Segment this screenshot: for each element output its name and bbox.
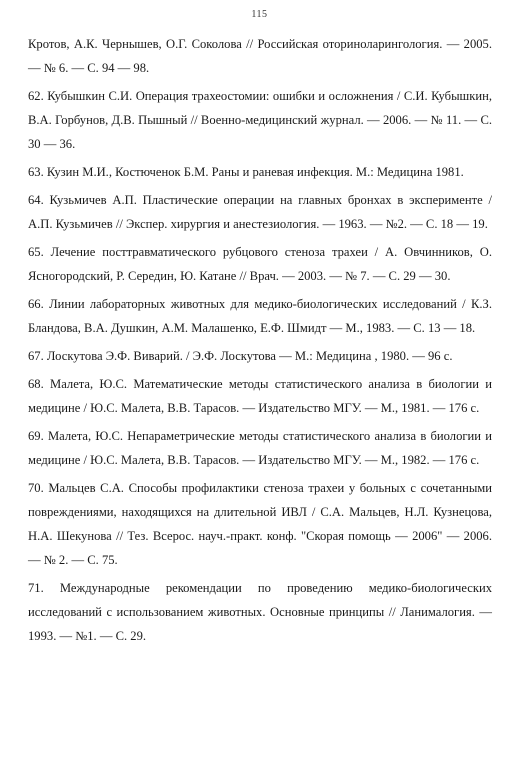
reference-item: 68. Малета, Ю.С. Математические методы статистического анализа в биологии и медицине / Ю.С. Малета, В.В. Тарасов. — Издательство МГУ. — М., 1981. — 176 с. bbox=[28, 377, 492, 415]
reference-item: Кротов, А.К. Чернышев, О.Г. Соколова // Российская оториноларингология. — 2005. — № 6. — С. 94 — 98. bbox=[28, 37, 492, 75]
reference-item: 65. Лечение посттравматического рубцового стеноза трахеи / А. Овчинников, О. Ясногородский, Р. Середин, Ю. Катане // Врач. — 2003. — № 7. — С. 29 — 30. bbox=[28, 245, 492, 283]
reference-item: 63. Кузин М.И., Костюченок Б.М. Раны и раневая инфекция. М.: Медицина 1981. bbox=[28, 165, 464, 179]
page-number: 115 bbox=[251, 9, 268, 20]
reference-item: 62. Кубышкин С.И. Операция трахеостомии: ошибки и осложнения / С.И. Кубышкин, В.А. Горбунов, Д.В. Пышный // Военно-медицинский журнал. — 2006. — № 11. — С. 30 — 36. bbox=[28, 89, 492, 151]
reference-item: 69. Малета, Ю.С. Непараметрические методы статистического анализа в биологии и медицине / Ю.С. Малета, В.В. Тарасов. — Издательство МГУ. — М., 1982. — 176 с. bbox=[28, 429, 492, 467]
reference-item: 64. Кузьмичев А.П. Пластические операции на главных бронхах в эксперименте / А.П. Кузьмичев // Экспер. хирургия и анестезиология. — 1963. — №2. — С. 18 — 19. bbox=[28, 193, 492, 231]
reference-item: 70. Мальцев С.А. Способы профилактики стеноза трахеи у больных с сочетанными повреждениями, находящихся на длительной ИВЛ / С.А. Мальцев, Н.Л. Кузнецова, Н.А. Шекунова // Тез. Всерос. науч.-практ. конф. "Скорая помощь — 2006" — 2006. — № 2. — С. 75. bbox=[28, 481, 492, 567]
reference-item: 71. Международные рекомендации по проведению медико-биологических исследований с использованием животных. Основные принципы // Ланималогия. — 1993. — №1. — С. 29. bbox=[28, 581, 492, 643]
reference-list bbox=[28, 32, 492, 648]
reference-item: 67. Лоскутова Э.Ф. Виварий. / Э.Ф. Лоскутова — М.: Медицина , 1980. — 96 с. bbox=[28, 349, 453, 363]
reference-item: 66. Линии лабораторных животных для медико-биологических исследований / К.З. Бландова, В.А. Душкин, А.М. Малашенко, Е.Ф. Шмидт — М., 1983. — С. 13 — 18. bbox=[28, 297, 492, 335]
